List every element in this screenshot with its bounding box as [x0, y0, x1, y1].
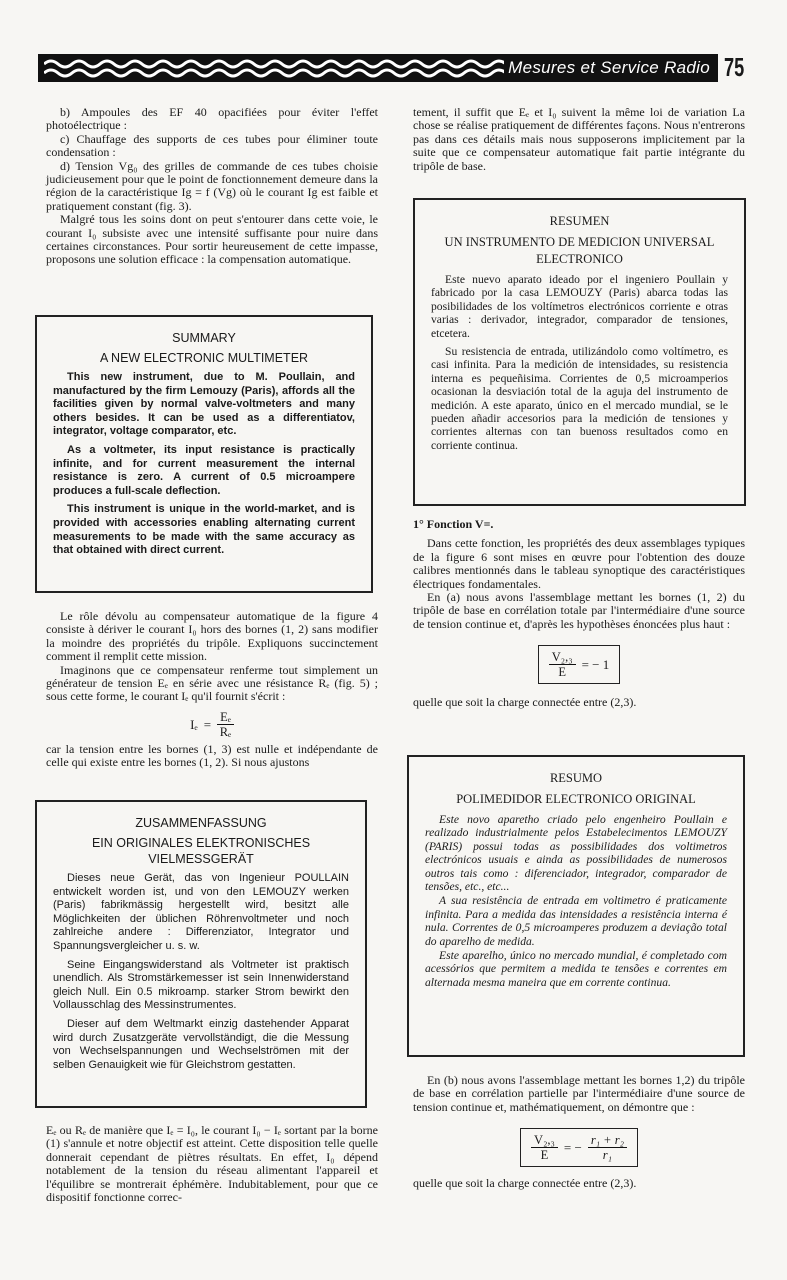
numerator: V₂,₃	[549, 650, 576, 665]
journal-title: Mesures et Service Radio	[508, 58, 710, 77]
fraction	[549, 650, 576, 679]
right-top-text	[413, 106, 745, 173]
resumen-box	[413, 198, 746, 506]
resumo-title: POLIMEDIDOR ELECTRONICO ORIGINAL	[456, 792, 696, 806]
paragraph: quelle que soit la charge connectée entre (2,3).	[413, 1176, 637, 1191]
numerator: Eₑ	[217, 710, 234, 725]
paragraph: Seine Eingangswiderstand als Voltmeter ist praktisch unendlich. Als Stromstärkemesser ist sein Innenwiderstand gleich Null. Ein 0.5 mikroamp. starker Strom bewirkt den Vollausschlag des Messinstrumentes.	[53, 958, 349, 1012]
formula-ie	[46, 710, 378, 739]
paragraph: Este aparelho, único no mercado mundial, é completado com acessórios que permitem a medida te tensões e correntes em alternada mesma maneira que em corrente continua.	[425, 949, 727, 989]
formula-b	[413, 1128, 745, 1167]
left-middle-text	[46, 610, 378, 770]
section-heading: 1° Fonction V=.	[413, 517, 494, 531]
denominator: E	[540, 1148, 549, 1163]
zusammenfassung-title-1: EIN ORIGINALES ELEKTRONISCHES	[91, 836, 311, 850]
paragraph: Malgré tous les soins dont on peut s'entourer dans cette voie, le courant I₀ subsiste avec une intensité suffisante pour nuire dans certaines circonstances. Pour sortir heureusement de cette impasse, proposons une solution efficace : la compensation automatique.	[46, 212, 378, 267]
formula-lhs: Iₑ	[190, 716, 198, 732]
wave-ornament-icon	[44, 57, 504, 79]
paragraph: quelle que soit la charge connectée entre (2,3).	[413, 695, 637, 710]
resumen-title-2: ELECTRONICO	[536, 252, 623, 266]
paragraph: Dans cette fonction, les propriétés des deux assemblages typiques de la figure 6 sont mises en œuvre pour l'obtention des douze calibres mentionnés dans le tableau synoptique des caractéristiques électriques fondamentales.	[413, 536, 745, 591]
formula-box	[538, 645, 621, 684]
resumen-title-1: UN INSTRUMENTO DE MEDICION UNIVERSAL	[444, 235, 715, 249]
paragraph: Este novo aparetho criado pelo engenheiro Poullain e realizado industrialmente pelos Estabelecimentos LEMOUZY (PARIS) possui todas as possibilidades dos voltimetros electrónicos usuais e ainda as possibilidades de numerosos outros tais como : diferenciador, integrador, comparador de tensões, etc., etc...	[425, 813, 727, 894]
numerator: r₁ + r₂	[588, 1133, 627, 1148]
paragraph: Le rôle dévolu au compensateur automatique de la figure 4 consiste à dériver le courant I₀ hors des bornes (1, 2) sans modifier la moindre des propriétés du tripôle. Expliquons succinctement comment il remplit cette mission.	[46, 609, 378, 664]
formula-equals: = −	[563, 1140, 582, 1156]
paragraph: Este nuevo aparato ideado por el ingeniero Poullain y fabricado por la casa LEMOUZY (Paris) abarca todas las posibilidades de los voltímetros electrónicos corriente e otras varias : derivador, integrador, comparador de tensiones, etcetera.	[431, 273, 728, 340]
resumen-heading: RESUMEN	[549, 214, 610, 228]
summary-title: A NEW ELECTRONIC MULTIMETER	[99, 351, 309, 365]
denominator: E	[558, 665, 566, 680]
denominator: Rₑ	[219, 724, 232, 739]
paragraph: c) Chauffage des supports de ces tubes pour éliminer toute condensation :	[46, 131, 378, 160]
fraction	[531, 1133, 558, 1162]
paragraph: Imaginons que ce compensateur renferme tout simplement un générateur de tension Eₑ en série avec une résistance Rₑ (fig. 5) ; sous cette forme, le courant Iₑ qu'il fournit s'écrit :	[46, 662, 378, 704]
zusammenfassung-title-2: VIELMESSGERÄT	[148, 852, 254, 866]
summary-heading: SUMMARY	[172, 331, 236, 345]
summary-box	[35, 315, 373, 593]
zusammenfassung-box	[35, 800, 367, 1108]
right-section-text	[413, 518, 745, 710]
left-intro-text	[46, 106, 378, 267]
paragraph: En (b) nous avons l'assemblage mettant les bornes 1,2) du tripôle de base en corrélation partielle par l'intermédiaire d'une source de tension continue et, mathématiquement, on démontre que :	[413, 1073, 745, 1114]
formula-equals: =	[203, 716, 212, 732]
numerator: V₂,₃	[531, 1133, 558, 1148]
page-number: 75	[724, 52, 745, 82]
paragraph: tement, il suffit que Eₑ et I₀ suivent la même loi de variation La chose se réalise pratiquement de différentes façons. Nous n'entrerons pas dans ces détails mais nous supposerons implicitement par la suite que ce compensateur automatique fait partie intégrante du tripôle de base.	[413, 105, 745, 173]
paragraph: Dieser auf dem Weltmarkt einzig dastehender Apparat wird durch Zusatzgeräte vervollständigt, die die Messung von Wechselspannungen und Wechselströmen mit der selben Genauigkeit wie für Gleichstrom gestatten.	[53, 1017, 349, 1071]
paragraph: d) Tension Vg₀ des grilles de commande de ces tubes choisie judicieusement pour que le point de fonctionnement demeure dans la région de la caractéristique Ig = f (Vg) où le courant Ig est faible et pratiquement constant (fig. 3).	[46, 158, 378, 213]
paragraph: b) Ampoules des EF 40 opacifiées pour éviter l'effet photoélectrique :	[46, 105, 378, 133]
formula-a	[413, 645, 745, 684]
paragraph: This instrument is unique in the world-market, and is provided with accessories enabling alternating current measurements to be made with the same accuracy as that obtained with direct current.	[53, 503, 355, 557]
paragraph: This new instrument, due to M. Poullain, and manufactured by the firm Lemouzy (Paris), affords all the facilities given by normal valve-voltmeters and many others besides. It can be used as a differentiatov, integrator, voltage comparator, etc.	[53, 371, 355, 438]
resumo-box	[407, 755, 745, 1057]
resumo-heading: RESUMO	[549, 771, 603, 785]
fraction	[217, 710, 234, 739]
paragraph: A sua resistência de entrada em voltimetro é praticamente infinita. Para a medida das intensidades a resistência interna é nula. Correntes de 0,5 microamperes produzem a deviação total do aparelho de medida.	[425, 894, 727, 948]
denominator: r₁	[602, 1148, 612, 1163]
paragraph: Eₑ ou Rₑ de manière que Iₑ = I₀, le courant I₀ − Iₑ sortant par la borne (1) s'annule et notre objectif est atteint. Cette disposition telle quelle donnerait cependant de piètres résultats. En effet, I₀ dépend notablement de la tension du réseau alimentant l'appareil et l'équilibre se montrerait éphémère. Indubitablement, pour que ce dispositif fonctionne correc-	[46, 1123, 378, 1205]
paragraph: car la tension entre les bornes (1, 3) est nulle et indépendante de celle qui existe entre les bornes (1, 2). Si nous ajustons	[46, 741, 378, 770]
paragraph: As a voltmeter, its input resistance is practically infinite, and for current measurement the internal resistance is zero. A current of 0.5 microampere produces a full-scale deflection.	[53, 443, 355, 497]
fraction	[588, 1133, 627, 1162]
paragraph: Dieses neue Gerät, das von Ingenieur POULLAIN entwickelt worden ist, und von den LEMOUZY werken (Paris) fabrikmässig hergestellt wird, besitzt alle Möglichkeiten der üblichen Röhrenvoltmeter und noch zahlreiche andere : Differenziator, Integrator und Spannungsvergleicher u. s. w.	[53, 872, 349, 952]
right-bottom-text	[413, 1074, 745, 1191]
formula-box	[520, 1128, 638, 1167]
running-header-band	[38, 54, 718, 82]
left-bottom-text	[46, 1124, 378, 1204]
formula-rhs: = − 1	[581, 657, 610, 673]
zusammenfassung-heading: ZUSAMMENFASSUNG	[135, 816, 267, 830]
paragraph: En (a) nous avons l'assemblage mettant les bornes (1, 2) du tripôle de base en corrélation totale par l'intermédiaire d'une source de tension continue et, d'après les hypothèses énoncées plus haut :	[413, 590, 745, 631]
paragraph: Su resistencia de entrada, utilizándolo como voltímetro, es casi infinita. Para la medición de intensidades, su resistencia interna es pequeñisima. Corrientes de 0,5 microamperios ocasionan la desviación total de la aguja del instrumento de medición. A este aparato, único en el mercado mundial, se le pueden añadir accesorios para la medición de tensiones y corrientes alternas con tan buenoss resultados como en corriente continua.	[431, 345, 728, 452]
